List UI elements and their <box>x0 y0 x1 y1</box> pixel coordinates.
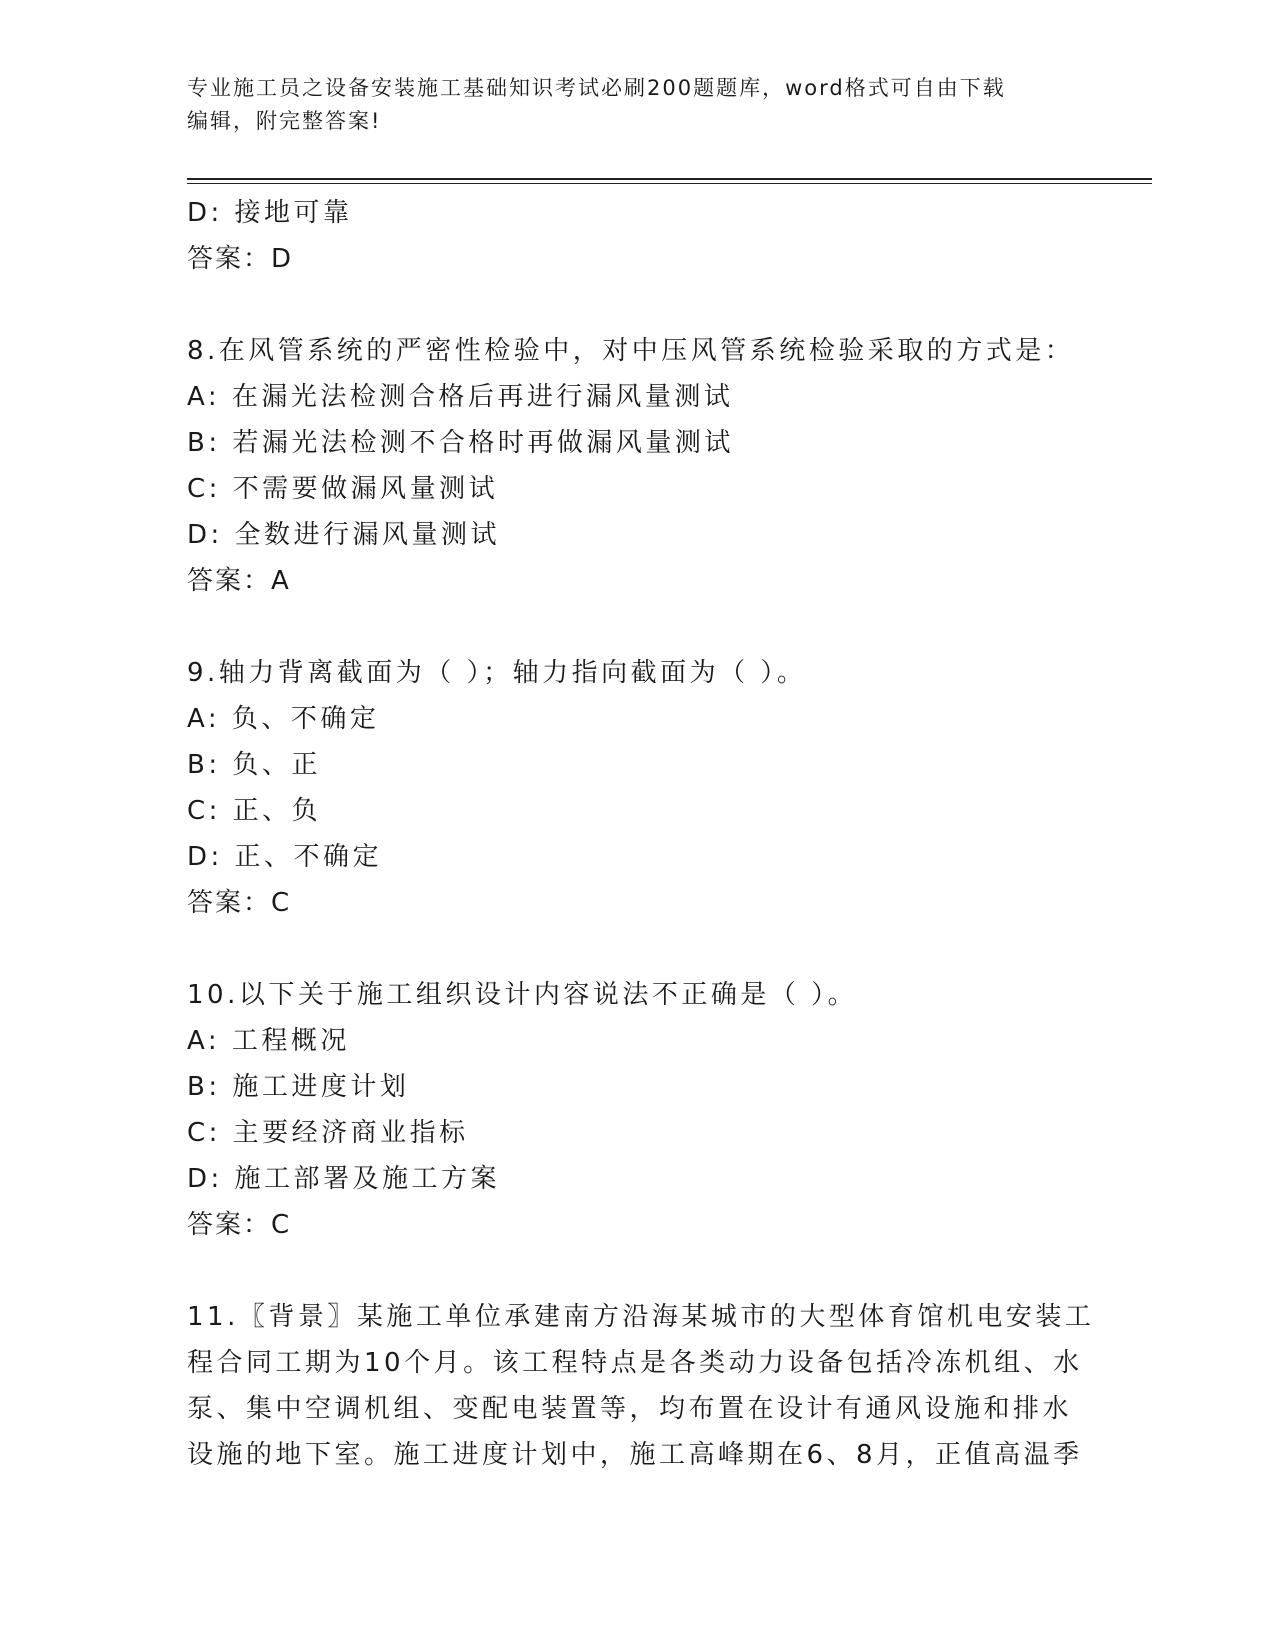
question-9-option-c: C: 正、负 <box>187 796 322 826</box>
question-10-option-c: C: 主要经济商业指标 <box>187 1118 469 1148</box>
question-9-option-d: D: 正、不确定 <box>187 842 383 872</box>
question-list <box>187 190 1095 1478</box>
question-8-option-b: B: 若漏光法检测不合格时再做漏风量测试 <box>187 428 734 458</box>
spacer <box>187 1248 1087 1294</box>
question-9-answer: 答案：C <box>187 888 292 918</box>
question-10-stem: 10.以下关于施工组织设计内容说法不正确是（ ）。 <box>187 980 858 1010</box>
spacer <box>187 604 1087 650</box>
question-8-option-a: A: 在漏光法检测合格后再进行漏风量测试 <box>187 382 734 412</box>
header-title-line-2: 编辑，附完整答案! <box>187 109 382 133</box>
question-9-option-a: A: 负、不确定 <box>187 704 380 734</box>
question-10-option-b: B: 施工进度计划 <box>187 1072 410 1102</box>
question-8-answer: 答案：A <box>187 566 291 596</box>
question-7-tail <box>187 190 1087 282</box>
question-10-option-a: A: 工程概况 <box>187 1026 350 1056</box>
question-8-stem: 8.在风管系统的严密性检验中，对中压风管系统检验采取的方式是： <box>187 336 1075 366</box>
question-11-line-4: 设施的地下室。施工进度计划中，施工高峰期在6、8月，正值高温季 <box>187 1440 1083 1470</box>
header-divider-thick <box>187 178 1152 180</box>
question-11-line-1: 11.〖背景〗某施工单位承建南方沿海某城市的大型体育馆机电安装工 <box>187 1302 1095 1332</box>
question-10 <box>187 972 1087 1248</box>
question-8 <box>187 328 1087 604</box>
header-divider-thin <box>187 183 1152 184</box>
question-11-line-3: 泵、集中空调机组、变配电装置等，均布置在设计有通风设施和排水 <box>187 1394 1073 1424</box>
question-7-option-d: D: 接地可靠 <box>187 198 353 228</box>
question-10-option-d: D: 施工部署及施工方案 <box>187 1164 501 1194</box>
question-10-answer: 答案：C <box>187 1210 292 1240</box>
question-9-stem: 9.轴力背离截面为（ ）；轴力指向截面为（ ）。 <box>187 658 807 688</box>
spacer <box>187 282 1087 328</box>
header-title-line-1: 专业施工员之设备安装施工基础知识考试必刷200题题库，word格式可自由下载 <box>187 76 1006 100</box>
spacer <box>187 926 1087 972</box>
question-8-option-d: D: 全数进行漏风量测试 <box>187 520 501 550</box>
document-header <box>187 72 1067 138</box>
question-9-option-b: B: 负、正 <box>187 750 321 780</box>
question-7-answer: 答案：D <box>187 244 294 274</box>
question-11-background <box>187 1294 1095 1478</box>
question-9 <box>187 650 1087 926</box>
question-8-option-c: C: 不需要做漏风量测试 <box>187 474 499 504</box>
question-11-line-2: 程合同工期为10个月。该工程特点是各类动力设备包括冷冻机组、水 <box>187 1348 1083 1378</box>
